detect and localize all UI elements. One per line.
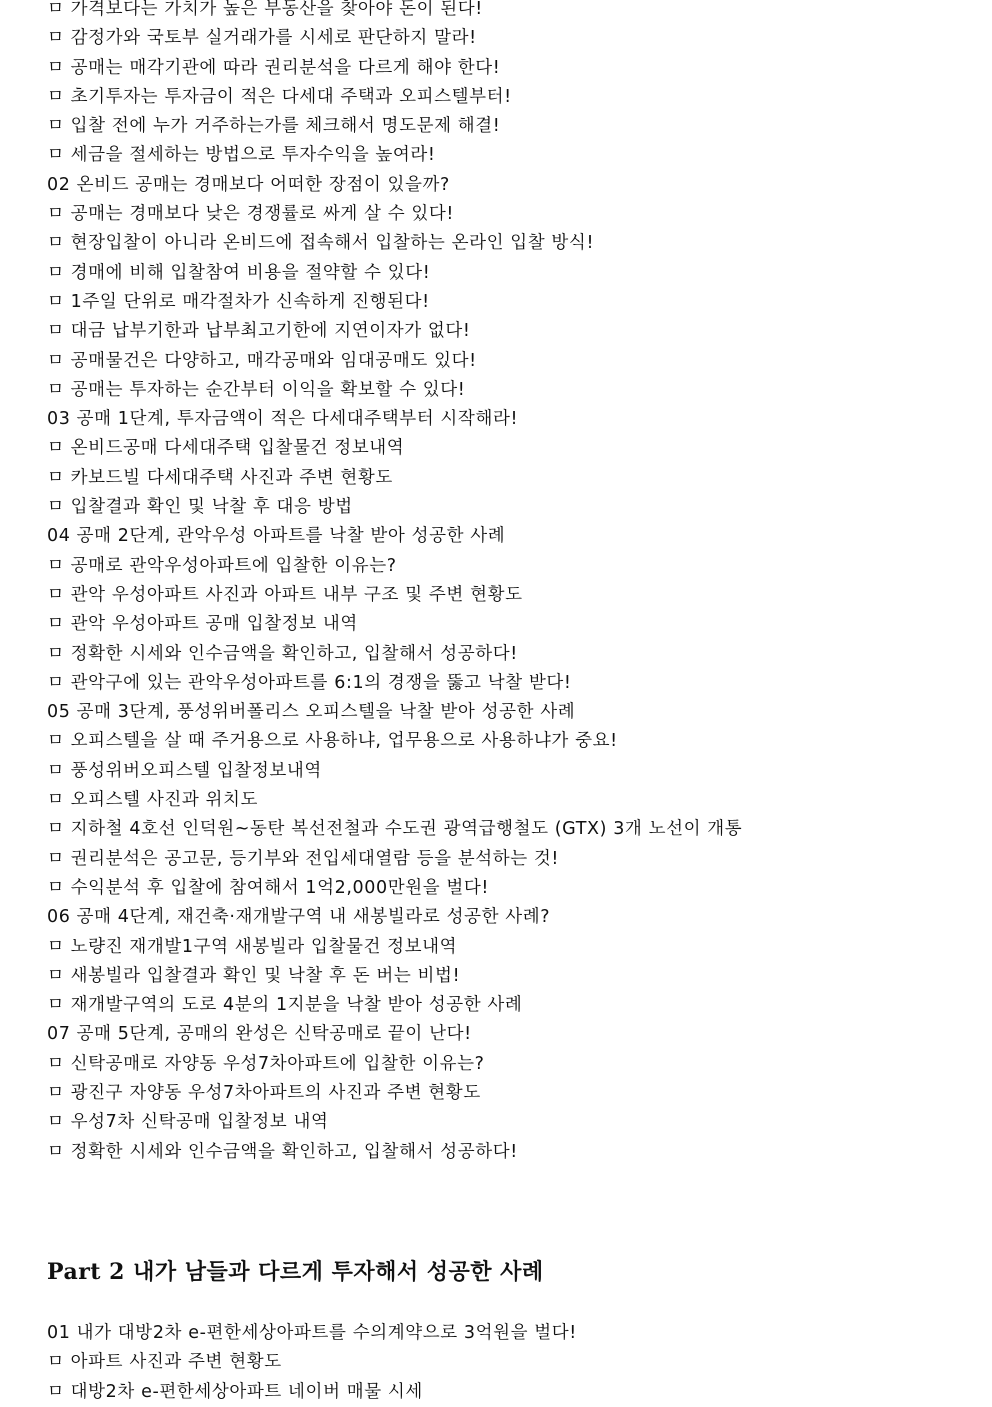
list-item: ㅁ 대방2차 e-편한세상아파트 네이버 매물 시세: [47, 1381, 423, 1402]
list-item: ㅁ 권리분석은 공고문, 등기부와 전입세대열람 등을 분석하는 것!: [47, 848, 560, 869]
part-2-heading: Part 2 내가 남들과 다르게 투자해서 성공한 사례: [47, 1259, 544, 1285]
list-item: ㅁ 신탁공매로 자양동 우성7차아파트에 입찰한 이유는?: [47, 1053, 485, 1074]
list-item: ㅁ 아파트 사진과 주변 현황도: [47, 1352, 282, 1373]
list-item: ㅁ 재개발구역의 도로 4분의 1지분을 낙찰 받아 성공한 사례: [47, 995, 523, 1016]
list-item: ㅁ 대금 납부기한과 납부최고기한에 지연이자가 없다!: [47, 321, 471, 342]
list-item: 01 내가 대방2차 e-편한세상아파트를 수의계약으로 3억원을 벌다!: [47, 1323, 577, 1343]
list-item: ㅁ 수익분석 후 입찰에 참여해서 1억2,000만원을 벌다!: [47, 877, 490, 898]
list-item: ㅁ 풍성위버오피스텔 입찰정보내역: [47, 760, 322, 781]
list-item: 03 공매 1단계, 투자금액이 적은 다세대주택부터 시작해라!: [47, 409, 519, 430]
list-item: ㅁ 공매물건은 다양하고, 매각공매와 임대공매도 있다!: [47, 350, 477, 371]
list-item: ㅁ 감정가와 국토부 실거래가를 시세로 판단하지 말라!: [47, 28, 477, 49]
list-item: 07 공매 5단계, 공매의 완성은 신탁공매로 끝이 난다!: [47, 1024, 472, 1045]
list-item: 04 공매 2단계, 관악우성 아파트를 낙찰 받아 성공한 사례: [47, 526, 506, 547]
list-item: ㅁ 공매는 투자하는 순간부터 이익을 확보할 수 있다!: [47, 379, 466, 400]
list-item: ㅁ 정확한 시세와 인수금액을 확인하고, 입찰해서 성공하다!: [47, 1141, 518, 1162]
list-item: ㅁ 가격보다는 가치가 높은 부동산을 찾아야 돈이 된다!: [47, 0, 483, 19]
table-of-contents-part2: [47, 1319, 577, 1407]
list-item: ㅁ 카보드빌 다세대주택 사진과 주변 현황도: [47, 467, 393, 488]
list-item: ㅁ 광진구 자양동 우성7차아파트의 사진과 주변 현황도: [47, 1082, 481, 1103]
list-item: ㅁ 관악 우성아파트 공매 입찰정보 내역: [47, 614, 358, 635]
list-item: ㅁ 1주일 단위로 매각절차가 신속하게 진행된다!: [47, 291, 430, 312]
list-item: ㅁ 지하철 4호선 인덕원~동탄 복선전철과 수도권 광역급행철도 (GTX) 3개 노선이 개통: [47, 819, 743, 840]
list-item: 05 공매 3단계, 풍성위버폴리스 오피스텔을 낙찰 받아 성공한 사례: [47, 702, 576, 723]
list-item: ㅁ 오피스텔 사진과 위치도: [47, 790, 259, 811]
list-item: ㅁ 관악 우성아파트 사진과 아파트 내부 구조 및 주변 현황도: [47, 584, 523, 605]
list-item: ㅁ 우성7차 신탁공매 입찰정보 내역: [47, 1112, 329, 1133]
list-item: ㅁ 공매는 경매보다 낮은 경쟁률로 싸게 살 수 있다!: [47, 204, 455, 225]
list-item: ㅁ 공매는 매각기관에 따라 권리분석을 다르게 해야 한다!: [47, 57, 501, 78]
list-item: ㅁ 입찰 전에 누가 거주하는가를 체크해서 명도문제 해결!: [47, 116, 501, 137]
list-item: 02 온비드 공매는 경매보다 어떠한 장점이 있을까?: [47, 174, 450, 195]
list-item: ㅁ 온비드공매 다세대주택 입찰물건 정보내역: [47, 438, 405, 459]
list-item: ㅁ 경매에 비해 입찰참여 비용을 절약할 수 있다!: [47, 262, 431, 283]
list-item: ㅁ 노량진 재개발1구역 새봉빌라 입찰물건 정보내역: [47, 936, 458, 957]
list-item: ㅁ 세금을 절세하는 방법으로 투자수익을 높여라!: [47, 145, 436, 166]
list-item: ㅁ 입찰결과 확인 및 낙찰 후 대응 방법: [47, 497, 353, 518]
list-item: ㅁ 초기투자는 투자금이 적은 다세대 주택과 오피스텔부터!: [47, 86, 512, 107]
list-item: ㅁ 관악구에 있는 관악우성아파트를 6:1의 경쟁을 뚫고 낙찰 받다!: [47, 672, 572, 693]
list-item: ㅁ 현장입찰이 아니라 온비드에 접속해서 입찰하는 온라인 입찰 방식!: [47, 233, 595, 254]
list-item: ㅁ 새봉빌라 입찰결과 확인 및 낙찰 후 돈 버는 비법!: [47, 965, 461, 986]
list-item: ㅁ 정확한 시세와 인수금액을 확인하고, 입찰해서 성공하다!: [47, 643, 518, 664]
list-item: ㅁ 오피스텔을 살 때 주거용으로 사용하냐, 업무용으로 사용하냐가 중요!: [47, 731, 618, 752]
table-of-contents-part1: [47, 0, 742, 1167]
list-item: ㅁ 공매로 관악우성아파트에 입찰한 이유는?: [47, 555, 397, 576]
list-item: 06 공매 4단계, 재건축·재개발구역 내 새봉빌라로 성공한 사례?: [47, 907, 551, 928]
